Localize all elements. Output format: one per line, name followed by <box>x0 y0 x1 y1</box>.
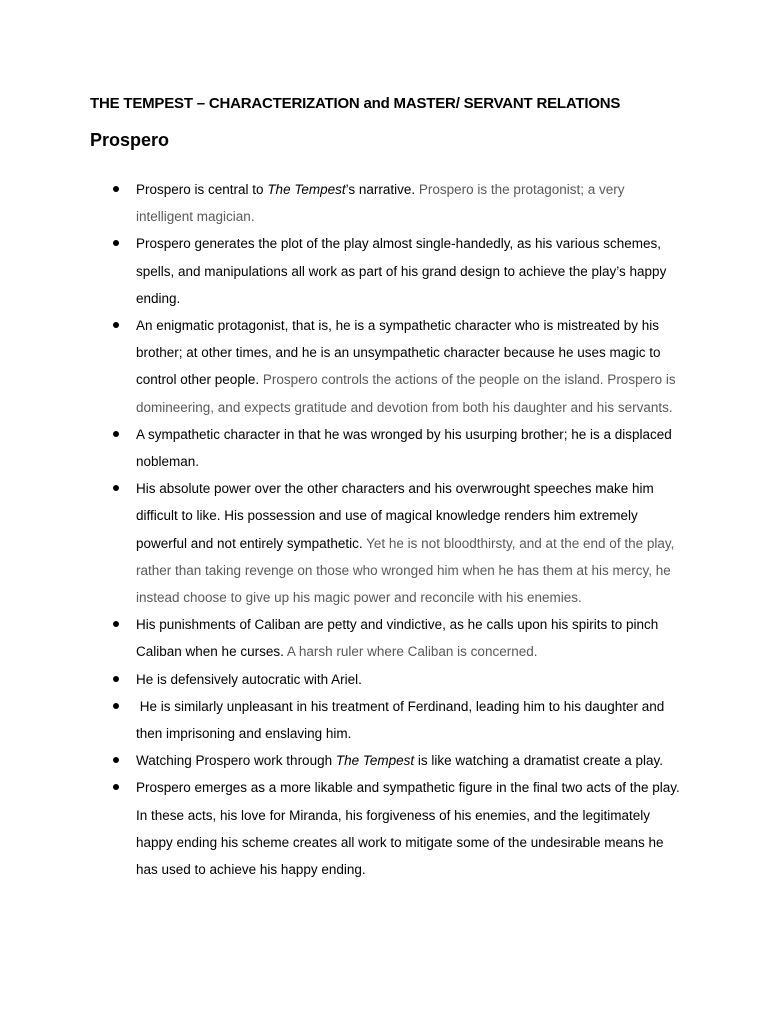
bullet-text: Prospero emerges as a more likable and sympathetic figure in the final two acts of the play. In these acts, his love for Miranda, his forgiveness of his enemies, and the legitimately happy ending his scheme creates all work to mitigate some of the undesirable means he has used to achieve his happy ending. <box>136 780 680 878</box>
bullet-text: His absolute power over the other characters and his overwrought speeches make him difficult to like. His possession and use of magical knowledge renders him extremely powerful and not entirely sympathetic. <box>136 481 654 551</box>
bullet-text: ’s narrative. <box>345 182 419 197</box>
bullet-text: A sympathetic character in that he was wronged by his usurping brother; he is a displaced nobleman. <box>136 426 672 470</box>
bullet-item-9 <box>0 747 681 774</box>
bullet-icon <box>113 186 119 192</box>
bullet-text: is like watching a dramatist create a play. <box>414 753 664 769</box>
bullet-item-8 <box>0 693 681 747</box>
bullet-text: Watching Prospero work through <box>136 753 336 769</box>
bullet-text: An enigmatic protagonist, that is, <box>136 318 336 334</box>
bullet-item-10 <box>0 774 681 883</box>
bullet-icon <box>113 322 119 328</box>
bullet-text: He is similarly unpleasant in his treatment of Ferdinand, leading him to his daughter and then imprisoning and enslaving him. <box>136 698 665 742</box>
bullet-text: He is defensively autocratic with Ariel. <box>136 671 362 687</box>
bullet-text: His punishments of Caliban are petty and vindictive, as he calls upon his spirits to pinch Caliban when he curses. <box>136 617 659 660</box>
bullet-text-grey: A harsh ruler where Caliban is concerned. <box>286 644 538 660</box>
bullet-list <box>0 176 768 883</box>
bullet-icon <box>113 784 119 790</box>
bullet-icon <box>113 485 119 491</box>
bullet-item-7 <box>0 666 681 693</box>
bullet-icon <box>113 431 119 437</box>
bullet-item-1 <box>0 176 681 230</box>
bullet-item-5 <box>0 475 681 611</box>
document-title: THE TEMPEST – CHARACTERIZATION and MASTER/ SERVANT RELATIONS <box>90 95 621 112</box>
bullet-item-6 <box>0 611 681 665</box>
bullet-text-grey: Prospero is the protagonist; a very intelligent magician. <box>136 182 625 225</box>
bullet-item-2 <box>0 230 681 312</box>
bullet-text-grey: Prospero controls the actions of the people on the island. Prospero is domineering, and expects gratitude and devotion from both his daughter and his servants. <box>136 372 676 415</box>
bullet-icon <box>113 621 119 627</box>
section-heading: Prospero <box>90 130 170 150</box>
bullet-text: he is a sympathetic character who is mistreated by his brother; at other times, and he is an unsympathetic character because he uses magic to control other people. <box>136 318 661 388</box>
bullet-item-4 <box>0 421 681 475</box>
bullet-icon <box>113 757 119 763</box>
bullet-text: Prospero is central to <box>136 182 268 197</box>
bullet-icon <box>113 240 119 246</box>
bullet-icon <box>113 676 119 682</box>
play-title-text: The Tempest <box>267 182 346 197</box>
bullet-item-3 <box>0 312 681 421</box>
play-title-text: The Tempest <box>335 753 415 769</box>
bullet-text-grey: Yet he is not bloodthirsty, and at the end of the play, rather than taking revenge on those who wronged him when he has them at his mercy, he instead choose to give up his magic power and reconcile with his enemies. <box>136 535 675 606</box>
bullet-icon <box>113 703 119 709</box>
bullet-text: Prospero generates the plot of the play almost single-handedly, as his various schemes, spells, and manipulations all work as part of his grand design to achieve the play’s happy ending. <box>136 236 667 306</box>
